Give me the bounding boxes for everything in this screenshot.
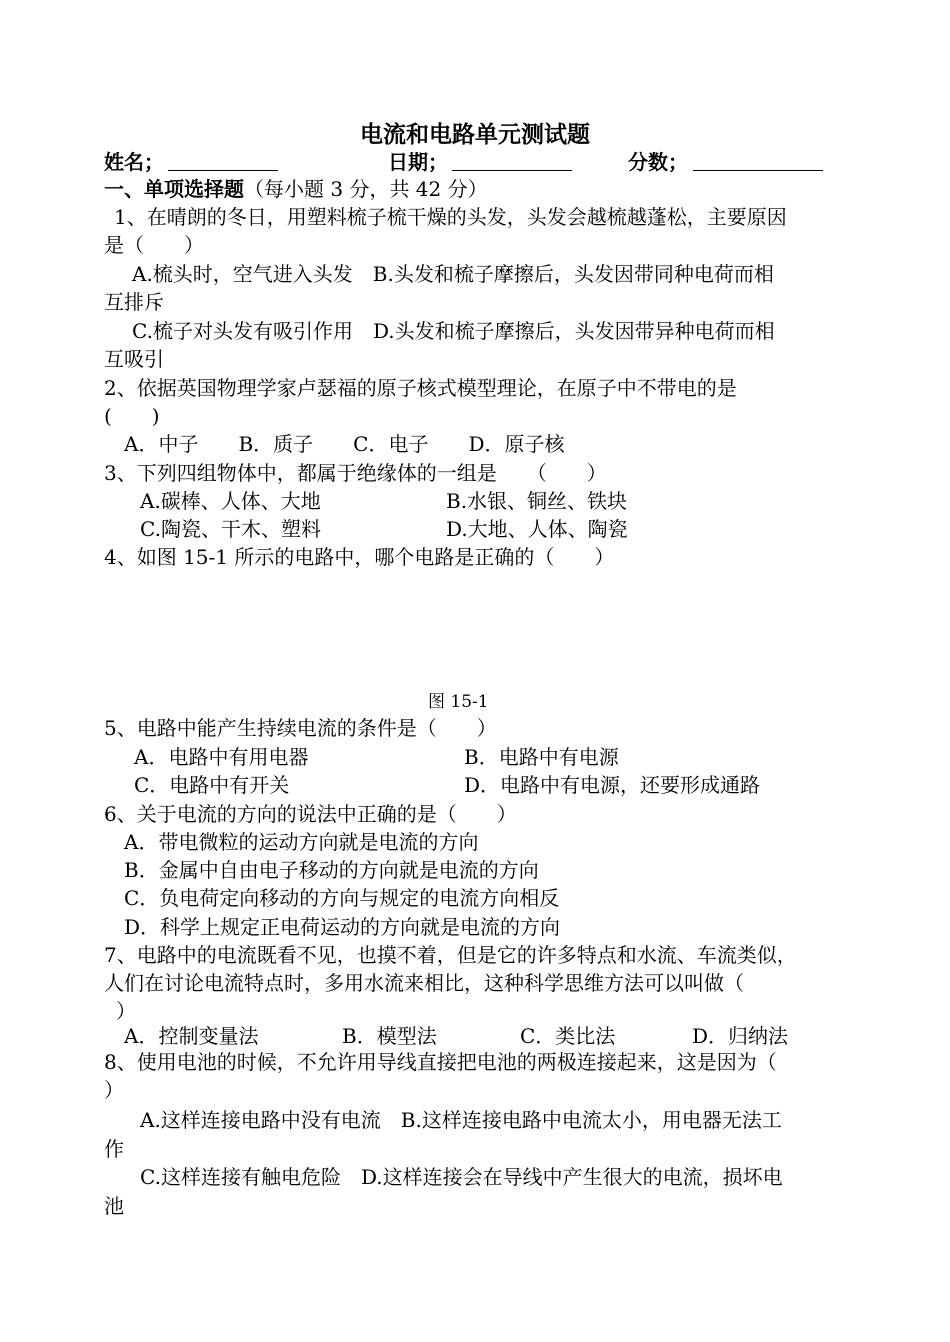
name-blank[interactable] — [168, 170, 278, 171]
q7-option-b: B．模型法 — [342, 1024, 437, 1048]
q3-option-b: B.水银、铜丝、铁块 — [446, 489, 628, 513]
section-heading — [104, 175, 488, 203]
q7-stem-cont: 人们在讨论电流特点时，多用水流来相比，这种科学思维方法可以叫做（ — [104, 971, 744, 995]
q8-options-ab-cont: 作 — [104, 1137, 124, 1161]
q2-options: A．中子 B．质子 C．电子 D．原子核 — [124, 432, 565, 456]
q8-options-ab: A.这样连接电路中没有电流 B.这样连接电路中电流太小，用电器无法工 — [140, 1108, 782, 1132]
q3-option-a: A.碳棒、人体、大地 — [140, 489, 321, 513]
q1-stem: 1、在晴朗的冬日，用塑料梳子梳干燥的头发，头发会越梳越蓬松，主要原因 — [114, 205, 787, 229]
score-blank[interactable] — [693, 170, 823, 171]
q3-stem: 3、下列四组物体中，都属于绝缘体的一组是 （ ） — [104, 461, 607, 485]
section-title: 一、单项选择题 — [104, 177, 244, 201]
q5-option-d: D．电路中有电源，还要形成通路 — [464, 773, 761, 797]
q2-stem: 2、依据英国物理学家卢瑟福的原子核式模型理论，在原子中不带电的是 — [104, 376, 737, 400]
q5-stem: 5、电路中能产生持续电流的条件是（ ） — [104, 716, 497, 740]
q8-options-cd-cont: 池 — [104, 1194, 124, 1218]
q6-stem: 6、关于电流的方向的说法中正确的是（ ） — [104, 802, 517, 826]
q6-option-b: B．金属中自由电子移动的方向就是电流的方向 — [124, 858, 539, 882]
score-label: 分数； — [628, 150, 688, 174]
q1-options-ab-cont: 互排斥 — [104, 290, 164, 314]
q1-options-cd-cont: 互吸引 — [104, 347, 164, 371]
q3-option-d: D.大地、人体、陶瓷 — [446, 517, 628, 541]
q5-option-a: A．电路中有用电器 — [134, 745, 309, 769]
q2-stem-cont: ( ) — [104, 404, 160, 428]
q4-stem: 4、如图 15-1 所示的电路中，哪个电路是正确的（ ） — [104, 545, 615, 569]
q1-options-cd: C.梳子对头发有吸引作用 D.头发和梳子摩擦后，头发因带异种电荷而相 — [132, 319, 775, 343]
q8-stem: 8、使用电池的时候，不允许用导线直接把电池的两极连接起来，这是因为（ — [104, 1050, 777, 1074]
q7-stem-end: ） — [116, 999, 136, 1023]
date-blank[interactable] — [452, 170, 572, 171]
q7-option-d: D．归纳法 — [692, 1024, 789, 1048]
section-note: （每小题 3 分，共 42 分） — [244, 177, 488, 201]
q7-stem: 7、电路中的电流既看不见，也摸不着，但是它的许多特点和水流、车流类似， — [104, 943, 797, 967]
q3-option-c: C.陶瓷、干木、塑料 — [140, 517, 321, 541]
q1-stem-cont: 是（ ） — [104, 233, 204, 257]
q6-option-c: C．负电荷定向移动的方向与规定的电流方向相反 — [124, 886, 560, 910]
figure-caption: 图 15-1 — [428, 692, 489, 712]
q1-options-ab: A.梳头时，空气进入头发 B.头发和梳子摩擦后，头发因带同种电荷而相 — [132, 262, 774, 286]
q6-option-d: D．科学上规定正电荷运动的方向就是电流的方向 — [124, 915, 561, 939]
name-label: 姓名； — [104, 150, 164, 174]
page-title: 电流和电路单元测试题 — [360, 122, 590, 148]
q8-stem-end: ） — [104, 1078, 124, 1102]
date-label: 日期； — [388, 150, 448, 174]
q8-options-cd: C.这样连接有触电危险 D.这样连接会在导线中产生很大的电流，损坏电 — [140, 1165, 783, 1189]
q7-option-c: C．类比法 — [520, 1024, 616, 1048]
q6-option-a: A．带电微粒的运动方向就是电流的方向 — [124, 830, 479, 854]
q7-option-a: A．控制变量法 — [124, 1024, 259, 1048]
q5-option-c: C．电路中有开关 — [134, 773, 290, 797]
q5-option-b: B．电路中有电源 — [464, 745, 619, 769]
